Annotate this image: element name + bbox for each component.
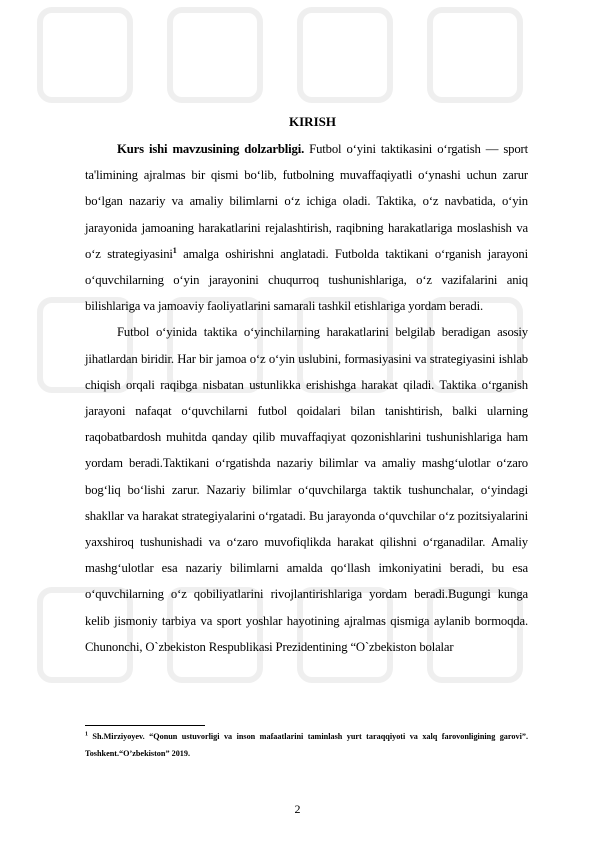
paragraph-text: Futbol o‘yini taktikasini o‘rgatish — sport ta'limining ajralmas bir qismi bo‘lib, futbolning muvaffaqiyatli o‘ynashi uchun zarur bo‘lgan nazariy va amaliy bilimlarni o‘z ichiga oladi. Taktika, o‘z navbatida, o‘yin jarayonida jamoaning harakatlarini rejalashtirish, raqibning harakatlariga moslashish va o‘z strategiyasini bbox=[85, 142, 528, 261]
paragraph-tactics: Futbol o‘yinida taktika o‘yinchilarning harakatlarini belgilab beradigan asosiy jihatlardan biridir. Har bir jamoa o‘z o‘yin uslubini, formasiyasini va strategiyasini ishlab chiqish orqali raqibga nisbatan ustunlikka erishishga harakat qiladi. Taktika o‘rganish jarayoni nafaqat o‘quvchilarni futbol qoidalari bilan tanishtirish, balki ularning raqobatbardosh muhitda qanday qilib muvaffaqiyat qozonishlarini tushunishlariga ham yordam beradi.Taktikani o‘rgatishda nazariy bilimlar va amaliy mashg‘ulotlar o‘zaro bog‘liq bo‘lishi zarur. Nazariy bilimlar o‘quvchilarga taktik tushunchalar, o‘yindagi shakllar va harakat strategiyalarini o‘rgatadi. Bu jarayonda o‘quvchilar o‘z pozitsiyalarini yaxshiroq tushunishadi va o‘zaro muvofiqlikda harakat qilishni o‘rganadilar. Amaliy mashg‘ulotlar esa nazariy bilimlarni amalda qo‘llash imkoniyatini beradi, bu esa o‘quvchilarning o‘z qobiliyatlarini rivojlantirishlariga yordam beradi.Bugungi kunga kelib jismoniy tarbiya va sport yoshlar hayotining ajralmas qismiga aylanib bormoqda. Chunonchi, O`zbekiston Respublikasi Prezidentining “O`zbekiston bolalar bbox=[85, 325, 528, 654]
footnote-divider bbox=[85, 725, 205, 726]
paragraph-text: amalga oshirishni anglatadi. Futbolda taktikani o‘rganish jarayoni o‘quvchilarning o‘yin jarayonini chuqurroq tushunishlariga, o‘z vazifalarini aniq bilishlariga va jamoaviy faoliyatlarini samarali tashkil etishlariga yordam beradi. bbox=[85, 246, 528, 314]
paragraph-relevance bbox=[85, 136, 528, 319]
section-heading: KIRISH bbox=[289, 114, 336, 129]
footnote-text: Sh.Mirziyoyev. “Qonun ustuvorligi va inson mafaatlarini taminlash yurt taraqqiyoti va xalq farovonligining garovi”. Toshkent.“O’zbekiston” 2019. bbox=[85, 732, 528, 758]
footnote-number: 1 bbox=[85, 731, 88, 738]
page-number: 2 bbox=[294, 802, 301, 816]
footnote bbox=[85, 728, 528, 762]
footnote-reference[interactable]: 1 bbox=[172, 245, 177, 255]
document-body bbox=[85, 112, 528, 660]
relevance-lead: Kurs ishi mavzusining dolzarbligi. bbox=[117, 142, 305, 156]
